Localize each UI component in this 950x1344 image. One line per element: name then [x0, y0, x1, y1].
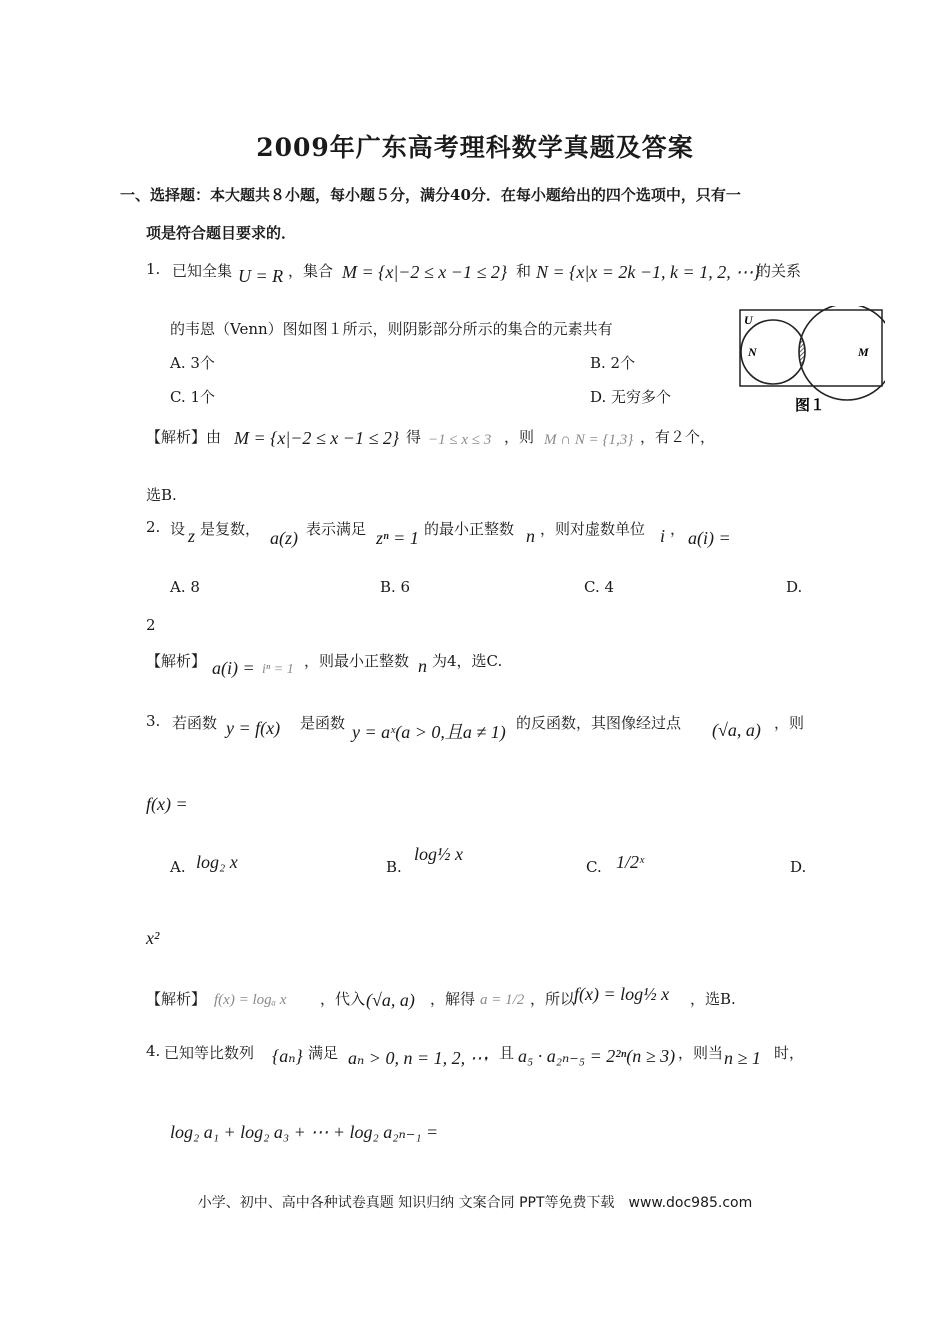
q1-option-a: A. 3个	[170, 354, 215, 372]
q3-solution-text-d: ，选B.	[690, 990, 736, 1008]
q2-solution-tag: 【解析】	[146, 652, 207, 670]
q3-number: 3.	[146, 712, 161, 730]
section-heading-line1: 一、选择题：本大题共８小题，每小题５分，满分40分．在每小题给出的四个选项中，只有一	[120, 186, 741, 204]
venn-label-n: N	[748, 345, 757, 359]
q3-solution-text-c: ，所以	[530, 990, 576, 1008]
q2-number: 2.	[146, 518, 161, 536]
q2-option-d-value: 2	[146, 616, 156, 634]
q1-solution-math1: M = {x|−2 ≤ x −1 ≤ 2}	[234, 428, 400, 448]
q1-line2: 的韦恩（Venn）图如图１所示，则阴影部分所示的集合的元素共有	[170, 320, 613, 338]
q1-option-c: C. 1个	[170, 388, 216, 406]
q1-solution-ze: ，则	[504, 428, 535, 446]
q3-text-a: 若函数	[172, 714, 218, 732]
page-title: 2009年广东高考理科数学真题及答案	[256, 133, 694, 162]
q3-solution-math4: f(x) = log½ x	[574, 984, 670, 1004]
q3-math-fx: f(x) =	[146, 794, 188, 814]
q4-math-sum: log₂ a₁ + log₂ a₃ + ⋯ + log₂ a₂ₙ₋₁ =	[170, 1122, 439, 1142]
q1-solution-end: ，有２个，	[640, 428, 716, 446]
q1-text-b: ，集合	[288, 262, 334, 280]
section-heading-line2: 项是符合题目要求的．	[146, 224, 297, 242]
q1-option-b: B. 2个	[590, 354, 636, 372]
q3-option-b-label: B.	[386, 858, 402, 876]
q2-solution-math1: a(i) =	[212, 658, 255, 678]
q2-math-az: a(z)	[270, 528, 298, 548]
q3-solution-text-a: ，代入	[320, 990, 366, 1008]
q2-option-c: C. 4	[584, 578, 615, 596]
q1-solution-line2: 选B.	[146, 486, 177, 504]
q3-option-a-label: A.	[170, 858, 186, 876]
q2-solution-text-b: 为4，选C.	[432, 652, 503, 670]
q4-number: 4.	[146, 1042, 161, 1060]
q1-solution-math3: M ∩ N = {1,3}	[544, 432, 634, 448]
q1-math-u: U = R	[238, 266, 284, 286]
q2-math-ai: a(i) =	[688, 528, 731, 548]
q1-text-d: 的关系	[756, 262, 802, 280]
q3-math-ax: y = aˣ(a > 0,且a ≠ 1)	[352, 722, 506, 742]
q1-math-m: M = {x|−2 ≤ x −1 ≤ 2}	[342, 262, 508, 282]
venn-diagram	[735, 306, 885, 418]
q2-text-b: 是复数，	[200, 520, 261, 538]
q3-option-d: x²	[146, 928, 160, 948]
q3-option-b: log½ x	[414, 844, 463, 864]
q4-text-e: 时，	[774, 1044, 805, 1062]
q2-text-d: 的最小正整数	[424, 520, 515, 538]
q2-math-i: i	[660, 526, 666, 546]
q3-option-a: log₂ x	[196, 852, 238, 872]
q2-solution-text-a: ，则最小正整数	[304, 652, 410, 670]
q3-solution-tag: 【解析】	[146, 990, 207, 1008]
q2-option-a: A. 8	[170, 578, 200, 596]
q3-solution-text-b: ，解得	[430, 990, 476, 1008]
q2-solution-math2: iⁿ = 1	[262, 662, 294, 677]
q2-solution-math3: n	[418, 656, 427, 676]
q3-solution-math1: f(x) = logₐ x	[214, 992, 287, 1008]
q2-text-e: ，则对虚数单位	[540, 520, 646, 538]
q2-math-n: n	[526, 526, 535, 546]
q4-math-seq: {aₙ}	[272, 1046, 303, 1066]
q3-text-d: ，则	[774, 714, 805, 732]
q4-math-n: n ≥ 1	[724, 1048, 761, 1068]
q3-option-d-label: D.	[790, 858, 807, 876]
q4-text-c: ，且	[484, 1044, 515, 1062]
q1-option-d: D. 无穷多个	[590, 388, 672, 406]
venn-label-m: M	[858, 345, 869, 359]
q3-option-c: 1/2ˣ	[616, 852, 645, 872]
q1-solution-tag: 【解析】由	[146, 428, 222, 446]
q2-option-d: D.	[786, 578, 803, 596]
q2-text-c: 表示满足	[306, 520, 367, 538]
q3-math-pt: (√a, a)	[712, 720, 761, 740]
q2-text-f: ，	[670, 520, 686, 538]
q1-solution-math2: −1 ≤ x ≤ 3	[428, 432, 492, 448]
q3-solution-math3: a = 1/2	[480, 992, 525, 1008]
q4-text-b: 满足	[308, 1044, 339, 1062]
q3-text-c: 的反函数，其图像经过点	[516, 714, 682, 732]
q1-text-a: 已知全集	[172, 262, 233, 280]
q1-number: 1.	[146, 260, 161, 278]
q2-text-a: 设	[170, 520, 186, 538]
q3-solution-math2: (√a, a)	[366, 990, 415, 1010]
page-footer: 小学、初中、高中各种试卷真题 知识归纳 文案合同 PPT等免费下载 www.doc985.com	[197, 1195, 753, 1211]
q1-math-n: N = {x|x = 2k −1, k = 1, 2, ⋯}	[536, 262, 761, 282]
venn-caption: 图１	[795, 396, 826, 414]
q3-option-c-label: C.	[586, 858, 602, 876]
q1-solution-de: 得	[406, 428, 422, 446]
q3-text-b: 是函数	[300, 714, 346, 732]
venn-label-u: U	[744, 313, 753, 327]
q2-math-z: z	[188, 526, 196, 546]
q2-option-b: B. 6	[380, 578, 411, 596]
q4-text-d: ，则当	[678, 1044, 724, 1062]
q1-text-c: 和	[516, 262, 532, 280]
q4-math-eq: a₅ · a₂ₙ₋₅ = 2²ⁿ(n ≥ 3)	[518, 1046, 676, 1066]
q4-math-cond: aₙ > 0, n = 1, 2, ⋯	[348, 1048, 488, 1068]
q4-text-a: 已知等比数列	[164, 1044, 255, 1062]
q3-math-y: y = f(x)	[226, 718, 281, 738]
q2-math-zn: zⁿ = 1	[376, 528, 419, 548]
